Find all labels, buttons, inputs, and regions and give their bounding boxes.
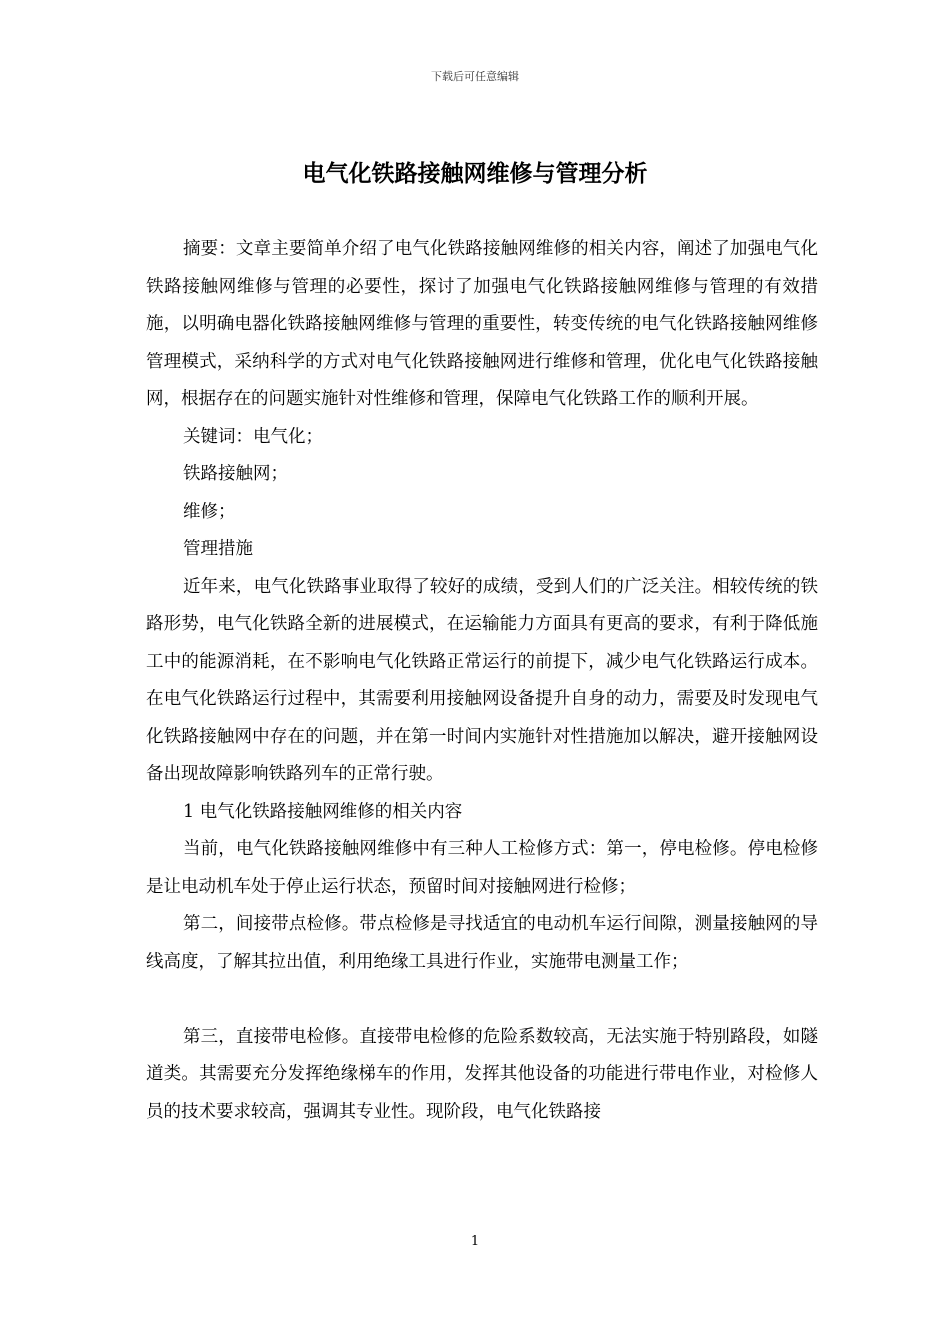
abstract-paragraph: 摘要：文章主要简单介绍了电气化铁路接触网维修的相关内容，阐述了加强电气化铁路接触网维修与管理的必要性，探讨了加强电气化铁路接触网维修与管理的有效措施，以明确电器化铁路接触网维修与管理的重要性，转变传统的电气化铁路接触网维修管理模式，采纳科学的方式对电气化铁路接触网进行维修和管理，优化电气化铁路接触网，根据存在的问题实施针对性维修和管理，保障电气化铁路工作的顺利开展。 [146,239,818,409]
section-paragraph: 第三，直接带电检修。直接带电检修的危险系数较高，无法实施于特别路段，如隧道类。其需要充分发挥绝缘梯车的作用，发挥其他设备的功能进行带电作业，对检修人员的技术要求较高，强调其专业性。现阶段，电气化铁路接 [146,1026,818,1122]
section-paragraph: 当前，电气化铁路接触网维修中有三种人工检修方式：第一，停电检修。停电检修是让电动机车处于停止运行状态，预留时间对接触网进行检修； [146,839,818,897]
section-paragraph: 第二，间接带点检修。带点检修是寻找适宜的电动机车运行间隙，测量接触网的导线高度，了解其拉出值，利用绝缘工具进行作业，实施带电测量工作； [146,914,818,972]
keyword-line: 维修； [183,501,236,522]
document-title: 电气化铁路接触网维修与管理分析 [302,160,648,187]
page-number: 1 [470,1234,480,1249]
paragraph-spacer [146,981,818,1019]
intro-paragraph: 近年来，电气化铁路事业取得了较好的成绩，受到人们的广泛关注。相较传统的铁路形势，电气化铁路全新的进展模式，在运输能力方面具有更高的要求，有利于降低施工中的能源消耗，在不影响电气化铁路正常运行的前提下，减少电气化铁路运行成本。在电气化铁路运行过程中，其需要利用接触网设备提升自身的动力，需要及时发现电气化铁路接触网中存在的问题，并在第一时间内实施针对性措施加以解决，避开接触网设备出现故障影响铁路列车的正常行驶。 [146,576,818,784]
keyword-line: 铁路接触网； [183,464,288,484]
keyword-line: 管理措施 [183,539,253,559]
document-body [146,231,818,1131]
keyword-line: 关键词：电气化； [183,426,323,447]
page-header: 下载后可任意编辑 [431,70,519,83]
section-heading: 1 电气化铁路接触网维修的相关内容 [183,801,463,822]
